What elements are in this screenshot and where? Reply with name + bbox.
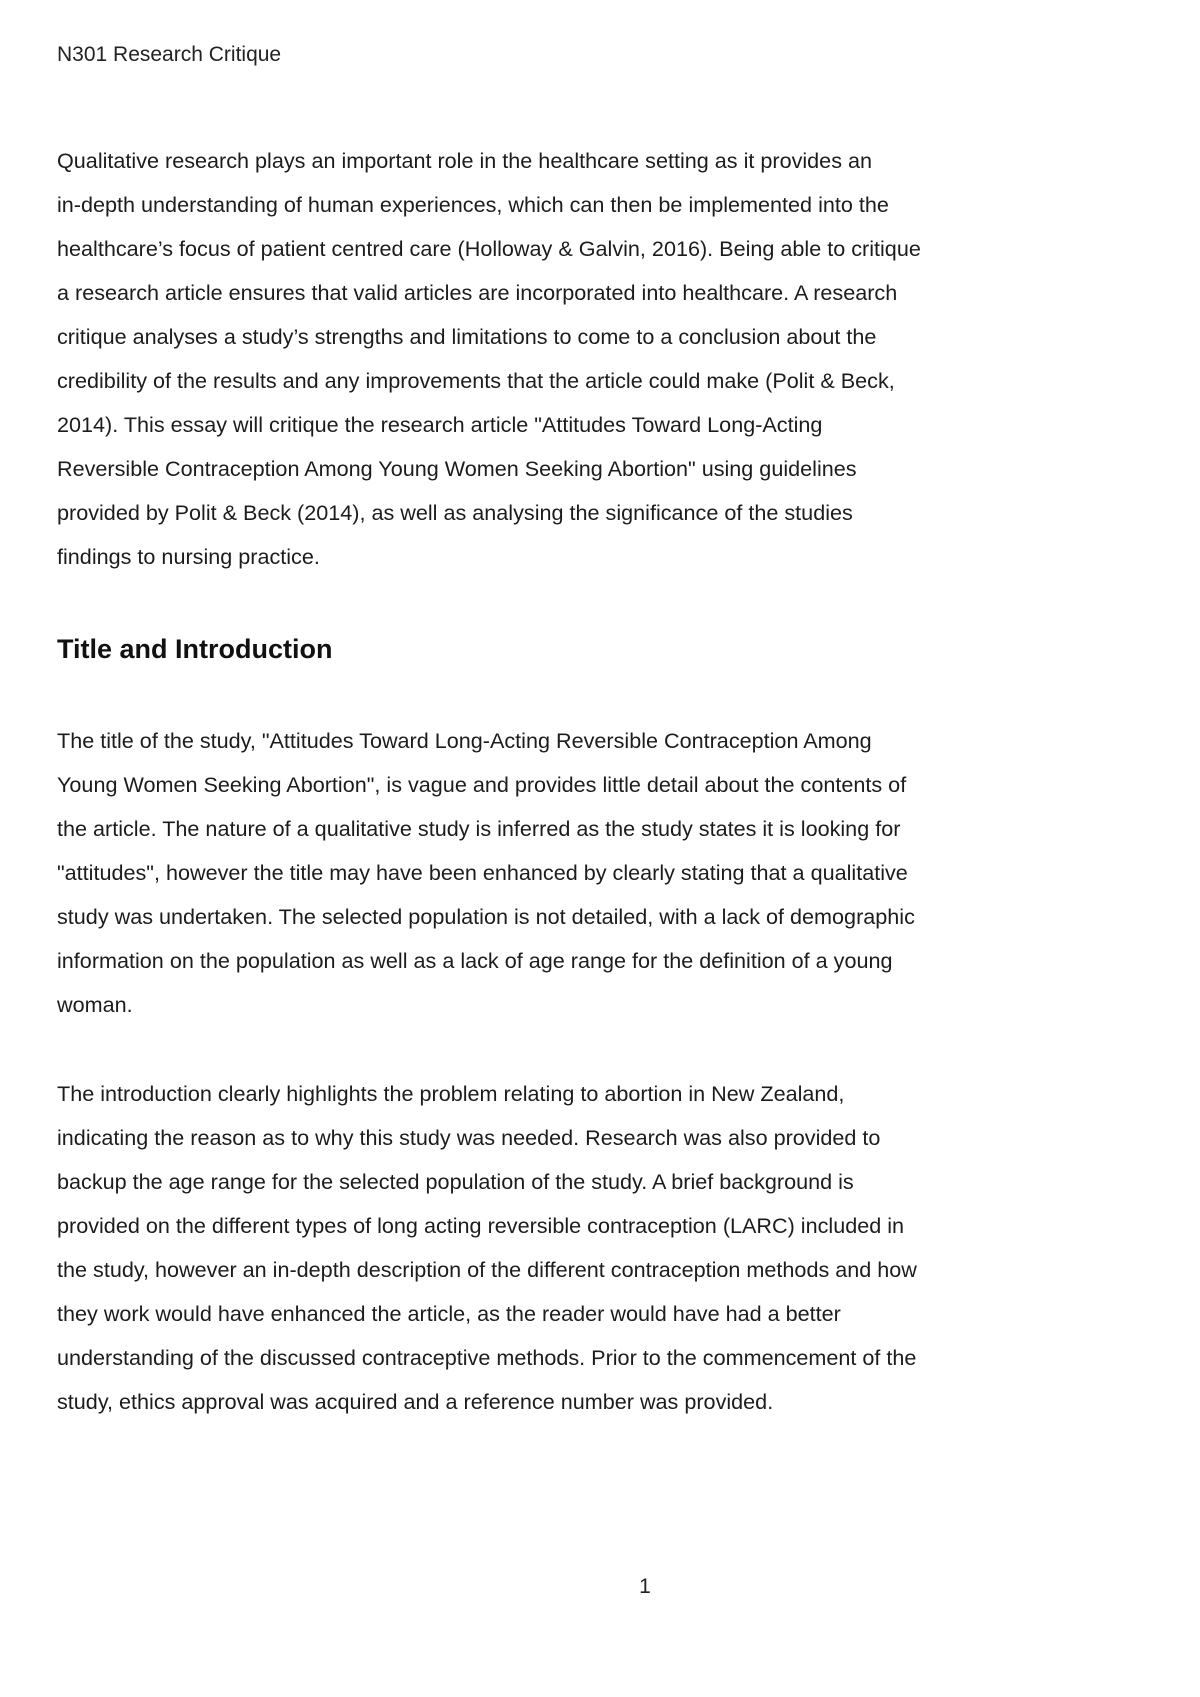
paragraph-line: in-depth understanding of human experiences, which can then be implemented into the (57, 192, 889, 217)
page-number: 1 (639, 1575, 651, 1598)
paragraph-line: study was undertaken. The selected population is not detailed, with a lack of demographic (57, 904, 915, 929)
paragraph-line: study, ethics approval was acquired and a reference number was provided. (57, 1389, 774, 1414)
paragraph-line: provided by Polit & Beck (2014), as well as analysing the significance of the studies (57, 500, 853, 525)
intro-paragraph (57, 139, 1057, 579)
paragraph-line: credibility of the results and any improvements that the article could make (Polit & Beck, (57, 368, 895, 393)
paragraph-line: the study, however an in-depth description of the different contraception methods and how (57, 1257, 917, 1282)
paragraph-line: findings to nursing practice. (57, 544, 320, 569)
paragraph-line: information on the population as well as a lack of age range for the definition of a young (57, 948, 893, 973)
paragraph-line: indicating the reason as to why this study was needed. Research was also provided to (57, 1125, 881, 1150)
paragraph-line: they work would have enhanced the article, as the reader would have had a better (57, 1301, 841, 1326)
paragraph-line: a research article ensures that valid articles are incorporated into healthcare. A research (57, 280, 898, 305)
paragraph-line: Qualitative research plays an important role in the healthcare setting as it provides an (57, 148, 873, 173)
paragraph-line: healthcare’s focus of patient centred care (Holloway & Galvin, 2016). Being able to critique (57, 236, 921, 261)
paragraph-line: The title of the study, "Attitudes Toward Long-Acting Reversible Contraception Among (57, 728, 872, 753)
paragraph-line: "attitudes", however the title may have been enhanced by clearly stating that a qualitative (57, 860, 908, 885)
paragraph-line: provided on the different types of long acting reversible contraception (LARC) included in (57, 1213, 905, 1238)
title-critique-paragraph (57, 719, 1057, 1027)
paragraph-line: critique analyses a study’s strengths and limitations to come to a conclusion about the (57, 324, 877, 349)
introduction-critique-paragraph (57, 1072, 1057, 1424)
paragraph-line: understanding of the discussed contraceptive methods. Prior to the commencement of the (57, 1345, 917, 1370)
paragraph-line: The introduction clearly highlights the problem relating to abortion in New Zealand, (57, 1081, 845, 1106)
paragraph-line: woman. (57, 992, 133, 1017)
paragraph-line: the article. The nature of a qualitative study is inferred as the study states it is looking for (57, 816, 901, 841)
paragraph-line: Reversible Contraception Among Young Women Seeking Abortion" using guidelines (57, 456, 857, 481)
section-heading: Title and Introduction (57, 634, 333, 664)
paragraph-line: Young Women Seeking Abortion", is vague and provides little detail about the contents of (57, 772, 907, 797)
running-header: N301 Research Critique (57, 43, 282, 66)
paragraph-line: backup the age range for the selected population of the study. A brief background is (57, 1169, 854, 1194)
paragraph-line: 2014). This essay will critique the research article "Attitudes Toward Long-Acting (57, 412, 823, 437)
